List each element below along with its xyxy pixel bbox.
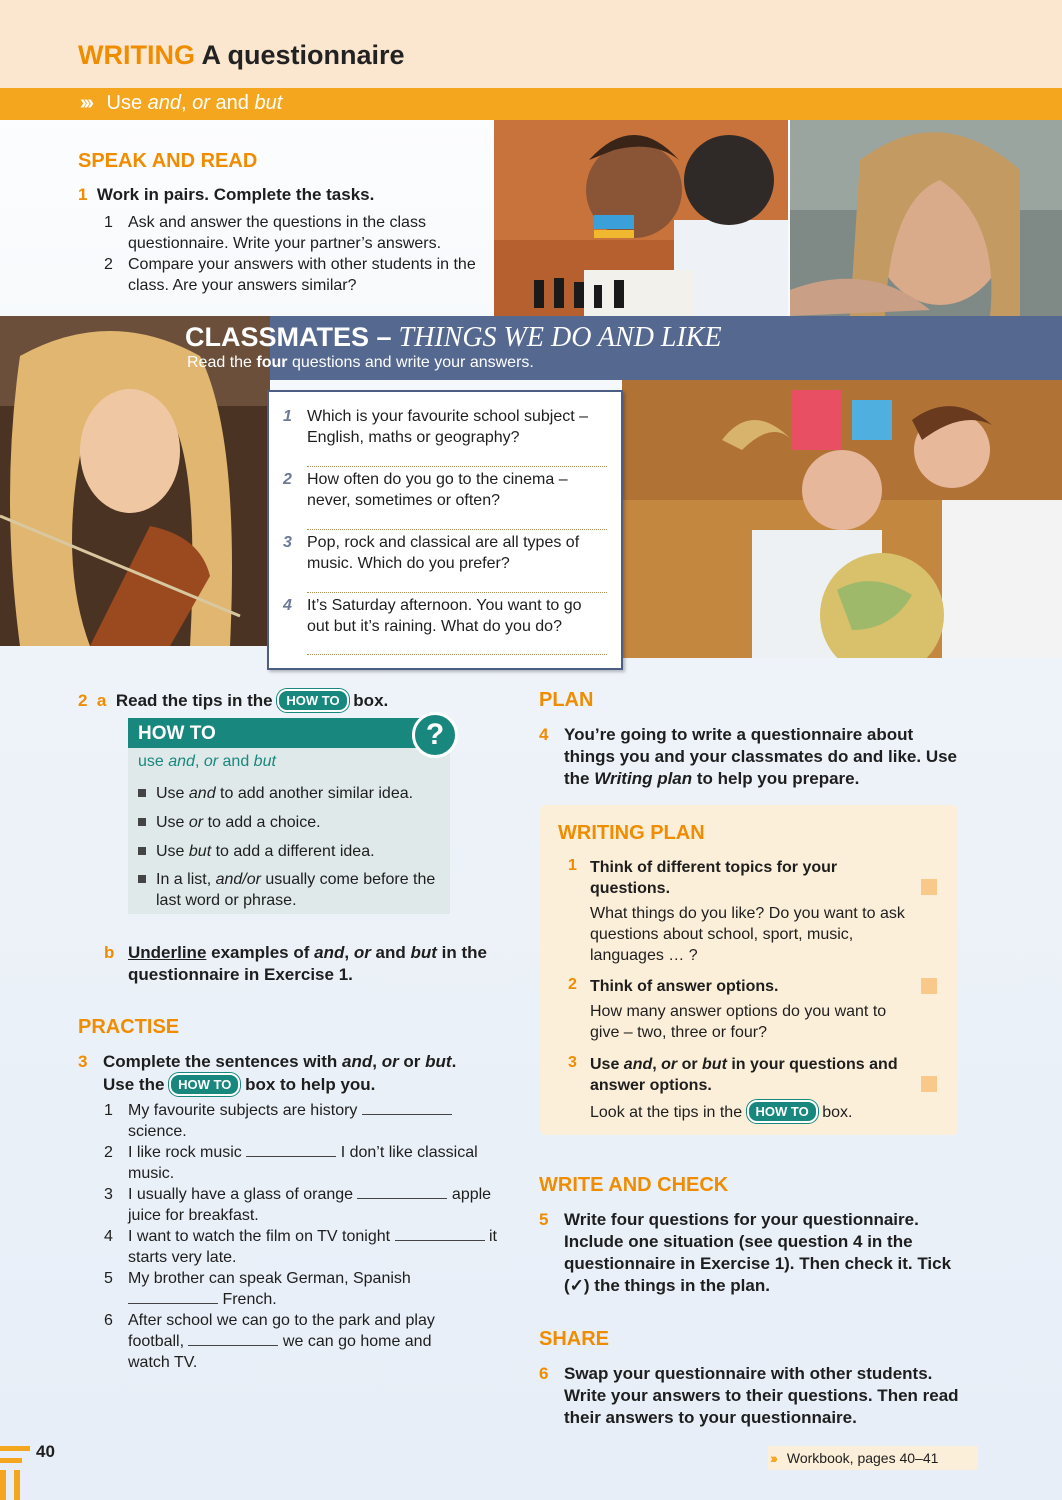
- plan-step: 1 Think of different topics for your questions. What things do you like? Do you want to ask questions about school, sport, music, languages … ?: [568, 857, 905, 964]
- exercise-3-instruction: 3 Complete the sentences with and, or or but. Use the HOW TO box to help you.: [78, 1052, 457, 1094]
- plan-step: 3 Use and, or or but in your questions and answer options. Look at the tips in the HOW TO box.: [568, 1054, 898, 1121]
- girl-rainy-window-photo: [790, 120, 1062, 316]
- how-to-tip: Use but to add a different idea.: [138, 841, 461, 862]
- how-to-pill: HOW TO: [747, 1100, 818, 1123]
- write-check-heading: WRITE AND CHECK: [539, 1174, 729, 1196]
- exercise-1-instruction: 1 Work in pairs. Complete the tasks.: [78, 185, 375, 204]
- answer-line: [307, 592, 607, 593]
- workbook-reference[interactable]: ››› Workbook, pages 40–41: [768, 1446, 978, 1470]
- practise-heading: PRACTISE: [78, 1016, 180, 1038]
- chevrons-icon: ›››: [770, 1450, 775, 1466]
- answer-line: [307, 466, 607, 467]
- how-to-pill: HOW TO: [169, 1073, 240, 1096]
- exercise-6-instruction: 6 Swap your questionnaire with other students. Write your answers to their questions. Then read their answers to your questionnaire.: [539, 1364, 959, 1427]
- tick-box[interactable]: [921, 879, 937, 895]
- chevrons-icon: ›››: [80, 92, 91, 114]
- title-main: WRITING: [78, 40, 195, 70]
- how-to-pill: HOW TO: [277, 689, 348, 712]
- question-item: 2 How often do you go to the cinema – never, sometimes or often?: [283, 471, 568, 509]
- exercise-5-instruction: 5 Write four questions for your questionnaire. Include one situation (see question 4 in the questionnaire in Exercise 1). Then check it. Tick (✓) the things in the plan.: [539, 1210, 952, 1295]
- how-to-tip: Use or to add a choice.: [138, 812, 461, 833]
- answer-blank[interactable]: [128, 1302, 218, 1304]
- title-sub: A questionnaire: [201, 40, 405, 70]
- question-mark-icon: ?: [412, 712, 458, 758]
- answer-blank[interactable]: [357, 1197, 447, 1199]
- task-item: 1 Ask and answer the questions in the class questionnaire. Write your partner’s answers.: [104, 214, 442, 252]
- students-globe-photo: [622, 380, 1062, 658]
- share-heading: SHARE: [539, 1328, 610, 1350]
- gap-fill-sentence: 5 My brother can speak German, Spanish French.: [104, 1270, 411, 1308]
- banner-subtitle: Read the four questions and write your answers.: [187, 354, 534, 371]
- exercise-4-instruction: 4 You’re going to write a questionnaire about things you and your classmates do and like. Use the Writing plan to help you prepare.: [539, 725, 958, 788]
- answer-line: [307, 529, 607, 530]
- tick-box[interactable]: [921, 1076, 937, 1092]
- gap-fill-sentence: 6 After school we can go to the park and play football, we can go home and watch TV.: [104, 1312, 435, 1371]
- exercise-2a-instruction: 2 a Read the tips in the HOW TO box.: [78, 691, 389, 710]
- tick-box[interactable]: [921, 978, 937, 994]
- how-to-subtitle: use and, or and but: [138, 753, 276, 770]
- speak-read-heading: SPEAK AND READ: [78, 150, 258, 172]
- gap-fill-sentence: 4 I want to watch the film on TV tonight it starts very late.: [104, 1228, 497, 1266]
- how-to-tip: Use and to add another similar idea.: [138, 783, 461, 804]
- answer-line: [307, 654, 607, 655]
- writing-plan-heading: WRITING PLAN: [558, 822, 705, 844]
- boy-chess-photo: [494, 120, 788, 316]
- corner-decoration: [0, 1440, 30, 1500]
- question-item: 3 Pop, rock and classical are all types of music. Which do you prefer?: [283, 534, 580, 572]
- how-to-tip: In a list, and/or usually come before the last word or phrase.: [138, 869, 446, 911]
- answer-blank[interactable]: [246, 1155, 336, 1157]
- gap-fill-sentence: 1 My favourite subjects are history science.: [104, 1100, 514, 1142]
- plan-heading: PLAN: [539, 689, 594, 711]
- exercise-2b-instruction: b Underline examples of and, or and but in the questionnaire in Exercise 1.: [104, 943, 487, 984]
- page-title: [78, 40, 405, 71]
- how-to-title: HOW TO: [138, 723, 216, 744]
- answer-blank[interactable]: [188, 1344, 278, 1346]
- banner-title: CLASSMATES – THINGS WE DO AND LIKE: [185, 322, 722, 353]
- gap-fill-sentence: 3 I usually have a glass of orange apple juice for breakfast.: [104, 1186, 492, 1224]
- questionnaire-box: [267, 390, 623, 670]
- subtitle-text: ››› Use and, or and but: [80, 92, 283, 114]
- question-item: 4 It’s Saturday afternoon. You want to go out but it’s raining. What do you do?: [283, 597, 582, 635]
- answer-blank[interactable]: [362, 1113, 452, 1115]
- gap-fill-sentence: 2 I like rock music I don’t like classical music.: [104, 1144, 478, 1182]
- task-item: 2 Compare your answers with other students in the class. Are your answers similar?: [104, 256, 476, 294]
- plan-step: 2 Think of answer options. How many answer options do you want to give – two, three or four?: [568, 976, 887, 1041]
- answer-blank[interactable]: [395, 1239, 485, 1241]
- question-item: 1 Which is your favourite school subject – English, maths or geography?: [283, 408, 589, 446]
- page-number: 40: [36, 1442, 55, 1461]
